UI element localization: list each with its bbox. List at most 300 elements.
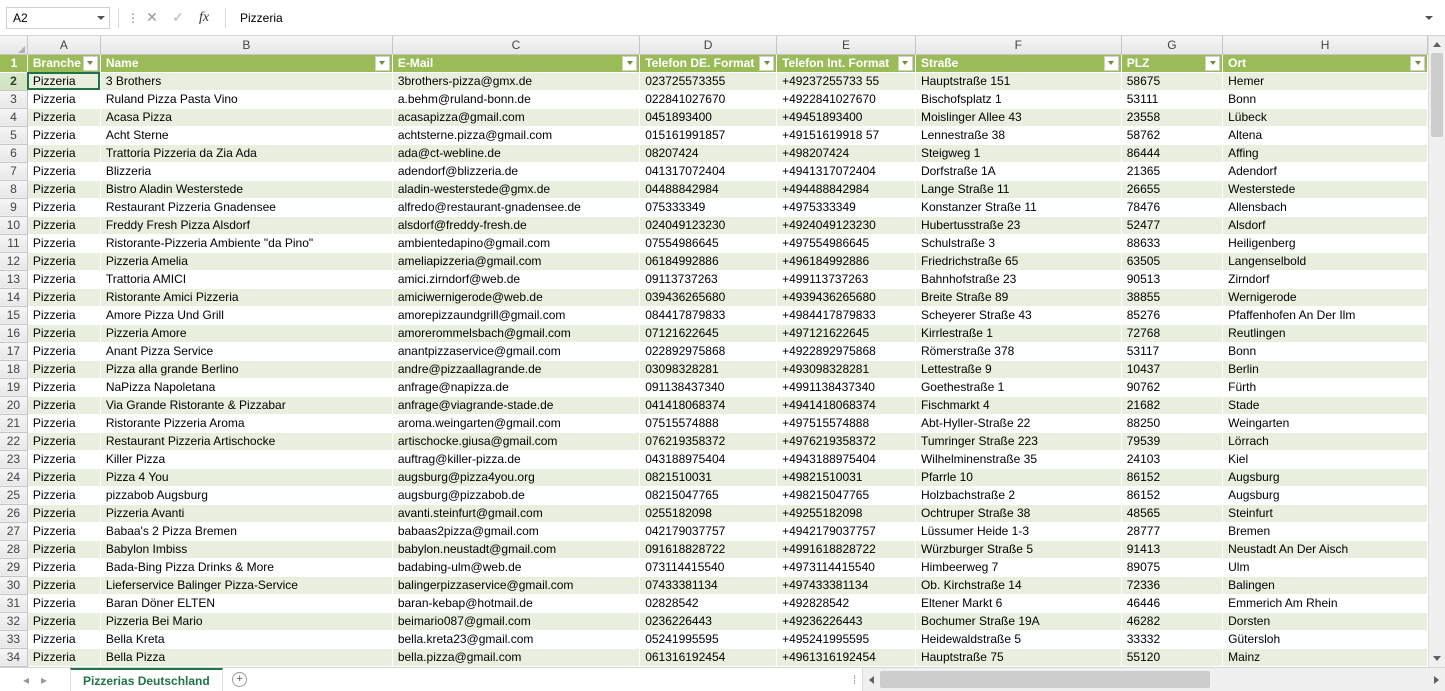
row-header-5[interactable]: 5	[0, 126, 27, 144]
cell-e7[interactable]: +4941317072404	[777, 162, 916, 180]
cell-e23[interactable]: +4943188975404	[777, 450, 916, 468]
cell-a4[interactable]: Pizzeria	[27, 108, 100, 126]
cell-c11[interactable]: ambientedapino@gmail.com	[392, 234, 639, 252]
cell-b33[interactable]: Bella Kreta	[100, 630, 392, 648]
cell-h24[interactable]: Augsburg	[1223, 468, 1428, 486]
cell-c16[interactable]: amorerommelsbach@gmail.com	[392, 324, 639, 342]
cell-d34[interactable]: 061316192454	[640, 648, 777, 666]
cell-h4[interactable]: Lübeck	[1223, 108, 1428, 126]
row-header-16[interactable]: 16	[0, 324, 27, 342]
cell-c31[interactable]: baran-kebap@hotmail.de	[392, 594, 639, 612]
filter-dropdown-icon[interactable]	[898, 56, 913, 71]
cell-c29[interactable]: badabing-ulm@web.de	[392, 558, 639, 576]
row-header-29[interactable]: 29	[0, 558, 27, 576]
cell-g20[interactable]: 21682	[1121, 396, 1222, 414]
cell-b20[interactable]: Via Grande Ristorante & Pizzabar	[100, 396, 392, 414]
cell-c26[interactable]: avanti.steinfurt@gmail.com	[392, 504, 639, 522]
cell-b27[interactable]: Babaa's 2 Pizza Bremen	[100, 522, 392, 540]
cell-c12[interactable]: ameliapizzeria@gmail.com	[392, 252, 639, 270]
cell-d28[interactable]: 091618828722	[640, 540, 777, 558]
cell-f2[interactable]: Hauptstraße 151	[915, 72, 1121, 90]
cell-g17[interactable]: 53117	[1121, 342, 1222, 360]
cell-e20[interactable]: +4941418068374	[777, 396, 916, 414]
row-header-17[interactable]: 17	[0, 342, 27, 360]
insert-function-icon[interactable]: fx	[198, 9, 210, 25]
cell-f14[interactable]: Breite Straße 89	[915, 288, 1121, 306]
horizontal-scrollbar[interactable]	[862, 668, 1445, 691]
cell-g32[interactable]: 46282	[1121, 612, 1222, 630]
row-header-31[interactable]: 31	[0, 594, 27, 612]
filter-dropdown-icon[interactable]	[1205, 56, 1220, 71]
cell-e11[interactable]: +497554986645	[777, 234, 916, 252]
cell-d25[interactable]: 08215047765	[640, 486, 777, 504]
cell-g2[interactable]: 58675	[1121, 72, 1222, 90]
row-header-27[interactable]: 27	[0, 522, 27, 540]
cancel-edit-icon[interactable]: ✕	[146, 9, 158, 25]
cell-f21[interactable]: Abt-Hyller-Straße 22	[915, 414, 1121, 432]
cell-b4[interactable]: Acasa Pizza	[100, 108, 392, 126]
filter-dropdown-icon[interactable]	[759, 56, 774, 71]
cell-f15[interactable]: Scheyerer Straße 43	[915, 306, 1121, 324]
cell-b18[interactable]: Pizza alla grande Berlino	[100, 360, 392, 378]
cell-g10[interactable]: 52477	[1121, 216, 1222, 234]
cell-f20[interactable]: Fischmarkt 4	[915, 396, 1121, 414]
cell-c7[interactable]: adendorf@blizzeria.de	[392, 162, 639, 180]
cell-e2[interactable]: +49237255733 55	[777, 72, 916, 90]
cell-h25[interactable]: Augsburg	[1223, 486, 1428, 504]
cell-d6[interactable]: 08207424	[640, 144, 777, 162]
cell-b11[interactable]: Ristorante-Pizzeria Ambiente "da Pino"	[100, 234, 392, 252]
cell-e27[interactable]: +4942179037757	[777, 522, 916, 540]
row-header-25[interactable]: 25	[0, 486, 27, 504]
cell-f19[interactable]: Goethestraße 1	[915, 378, 1121, 396]
cell-c3[interactable]: a.behm@ruland-bonn.de	[392, 90, 639, 108]
cell-e32[interactable]: +49236226443	[777, 612, 916, 630]
cell-e18[interactable]: +493098328281	[777, 360, 916, 378]
column-header-c[interactable]: C	[392, 36, 639, 54]
cell-c13[interactable]: amici.zirndorf@web.de	[392, 270, 639, 288]
cell-e6[interactable]: +498207424	[777, 144, 916, 162]
row-header-11[interactable]: 11	[0, 234, 27, 252]
cell-e30[interactable]: +497433381134	[777, 576, 916, 594]
cell-f13[interactable]: Bahnhofstraße 23	[915, 270, 1121, 288]
row-header-3[interactable]: 3	[0, 90, 27, 108]
cell-a33[interactable]: Pizzeria	[27, 630, 100, 648]
cell-h22[interactable]: Lörrach	[1223, 432, 1428, 450]
row-header-26[interactable]: 26	[0, 504, 27, 522]
cell-a28[interactable]: Pizzeria	[27, 540, 100, 558]
cell-a6[interactable]: Pizzeria	[27, 144, 100, 162]
scroll-down-button[interactable]	[1429, 650, 1445, 667]
cell-e28[interactable]: +4991618828722	[777, 540, 916, 558]
cell-c5[interactable]: achtsterne.pizza@gmail.com	[392, 126, 639, 144]
sheet-viewport[interactable]	[0, 36, 1428, 667]
cell-a5[interactable]: Pizzeria	[27, 126, 100, 144]
cell-b16[interactable]: Pizzeria Amore	[100, 324, 392, 342]
expand-formula-bar-icon[interactable]	[1419, 7, 1439, 29]
cell-g14[interactable]: 38855	[1121, 288, 1222, 306]
filter-dropdown-icon[interactable]	[83, 56, 98, 71]
cell-a16[interactable]: Pizzeria	[27, 324, 100, 342]
cell-a10[interactable]: Pizzeria	[27, 216, 100, 234]
cell-h29[interactable]: Ulm	[1223, 558, 1428, 576]
row-header-34[interactable]: 34	[0, 648, 27, 666]
cell-e15[interactable]: +4984417879833	[777, 306, 916, 324]
cell-e26[interactable]: +49255182098	[777, 504, 916, 522]
cell-b21[interactable]: Ristorante Pizzeria Aroma	[100, 414, 392, 432]
cell-b15[interactable]: Amore Pizza Und Grill	[100, 306, 392, 324]
cell-e22[interactable]: +4976219358372	[777, 432, 916, 450]
cell-d14[interactable]: 039436265680	[640, 288, 777, 306]
cell-h18[interactable]: Berlin	[1223, 360, 1428, 378]
add-sheet-button[interactable]	[223, 668, 257, 691]
cell-a30[interactable]: Pizzeria	[27, 576, 100, 594]
cell-f34[interactable]: Hauptstraße 75	[915, 648, 1121, 666]
formula-input[interactable]	[234, 7, 1419, 29]
cell-b31[interactable]: Baran Döner ELTEN	[100, 594, 392, 612]
cell-b34[interactable]: Bella Pizza	[100, 648, 392, 666]
cell-e24[interactable]: +49821510031	[777, 468, 916, 486]
cell-a17[interactable]: Pizzeria	[27, 342, 100, 360]
cell-b17[interactable]: Anant Pizza Service	[100, 342, 392, 360]
cell-h6[interactable]: Affing	[1223, 144, 1428, 162]
cell-h14[interactable]: Wernigerode	[1223, 288, 1428, 306]
cell-h9[interactable]: Allensbach	[1223, 198, 1428, 216]
cell-f27[interactable]: Lüssumer Heide 1-3	[915, 522, 1121, 540]
cell-g18[interactable]: 10437	[1121, 360, 1222, 378]
cell-a22[interactable]: Pizzeria	[27, 432, 100, 450]
cell-d8[interactable]: 04488842984	[640, 180, 777, 198]
cell-b30[interactable]: Lieferservice Balinger Pizza-Service	[100, 576, 392, 594]
confirm-edit-icon[interactable]: ✓	[172, 9, 184, 25]
cell-c6[interactable]: ada@ct-webline.de	[392, 144, 639, 162]
column-header-d[interactable]: D	[640, 36, 777, 54]
cell-a27[interactable]: Pizzeria	[27, 522, 100, 540]
cell-c10[interactable]: alsdorf@freddy-fresh.de	[392, 216, 639, 234]
row-header-18[interactable]: 18	[0, 360, 27, 378]
cell-f29[interactable]: Himbeerweg 7	[915, 558, 1121, 576]
cell-f8[interactable]: Lange Straße 11	[915, 180, 1121, 198]
cell-h34[interactable]: Mainz	[1223, 648, 1428, 666]
name-box[interactable]	[6, 7, 110, 29]
sheet-tab-navigation[interactable]	[0, 668, 70, 691]
cell-b8[interactable]: Bistro Aladin Westerstede	[100, 180, 392, 198]
cell-d3[interactable]: 022841027670	[640, 90, 777, 108]
cell-f26[interactable]: Ochtruper Straße 38	[915, 504, 1121, 522]
cell-d16[interactable]: 07121622645	[640, 324, 777, 342]
cell-h13[interactable]: Zirndorf	[1223, 270, 1428, 288]
cell-a23[interactable]: Pizzeria	[27, 450, 100, 468]
cell-f24[interactable]: Pfarrle 10	[915, 468, 1121, 486]
cell-d9[interactable]: 075333349	[640, 198, 777, 216]
row-header-8[interactable]: 8	[0, 180, 27, 198]
row-header-9[interactable]: 9	[0, 198, 27, 216]
row-header-28[interactable]: 28	[0, 540, 27, 558]
scroll-right-button[interactable]	[1428, 668, 1445, 691]
cell-f5[interactable]: Lennestraße 38	[915, 126, 1121, 144]
cell-g15[interactable]: 85276	[1121, 306, 1222, 324]
cell-g13[interactable]: 90513	[1121, 270, 1222, 288]
cell-d29[interactable]: 073114415540	[640, 558, 777, 576]
cell-e31[interactable]: +492828542	[777, 594, 916, 612]
row-header-1[interactable]: 1	[0, 54, 27, 72]
more-options-icon[interactable]: ⋮	[127, 10, 139, 25]
vertical-scroll-track[interactable]	[1429, 53, 1445, 650]
cell-h30[interactable]: Balingen	[1223, 576, 1428, 594]
cell-f6[interactable]: Steigweg 1	[915, 144, 1121, 162]
tab-split-handle[interactable]: ⁞	[852, 672, 856, 687]
cell-e21[interactable]: +497515574888	[777, 414, 916, 432]
cell-a18[interactable]: Pizzeria	[27, 360, 100, 378]
row-header-19[interactable]: 19	[0, 378, 27, 396]
cell-b7[interactable]: Blizzeria	[100, 162, 392, 180]
cell-g12[interactable]: 63505	[1121, 252, 1222, 270]
cell-d13[interactable]: 09113737263	[640, 270, 777, 288]
cell-d4[interactable]: 0451893400	[640, 108, 777, 126]
cell-b2[interactable]: 3 Brothers	[100, 72, 392, 90]
cell-f23[interactable]: Wilhelminenstraße 35	[915, 450, 1121, 468]
cell-f10[interactable]: Hubertusstraße 23	[915, 216, 1121, 234]
column-header-b[interactable]: B	[100, 36, 392, 54]
cell-h28[interactable]: Neustadt An Der Aisch	[1223, 540, 1428, 558]
scroll-up-button[interactable]	[1429, 36, 1445, 53]
column-header-a[interactable]: A	[27, 36, 100, 54]
cell-a21[interactable]: Pizzeria	[27, 414, 100, 432]
cell-c24[interactable]: augsburg@pizza4you.org	[392, 468, 639, 486]
row-header-2[interactable]: 2	[0, 72, 27, 90]
cell-c25[interactable]: augsburg@pizzabob.de	[392, 486, 639, 504]
cell-f25[interactable]: Holzbachstraße 2	[915, 486, 1121, 504]
cell-f18[interactable]: Lettestraße 9	[915, 360, 1121, 378]
cell-b26[interactable]: Pizzeria Avanti	[100, 504, 392, 522]
row-header-12[interactable]: 12	[0, 252, 27, 270]
cell-e9[interactable]: +4975333349	[777, 198, 916, 216]
cell-a32[interactable]: Pizzeria	[27, 612, 100, 630]
cell-b22[interactable]: Restaurant Pizzeria Artischocke	[100, 432, 392, 450]
cell-g8[interactable]: 26655	[1121, 180, 1222, 198]
vertical-scrollbar[interactable]	[1428, 36, 1445, 667]
cell-e4[interactable]: +49451893400	[777, 108, 916, 126]
cell-b13[interactable]: Trattoria AMICI	[100, 270, 392, 288]
cell-d32[interactable]: 0236226443	[640, 612, 777, 630]
cell-g7[interactable]: 21365	[1121, 162, 1222, 180]
cell-h5[interactable]: Altena	[1223, 126, 1428, 144]
cell-e8[interactable]: +494488842984	[777, 180, 916, 198]
cell-e34[interactable]: +4961316192454	[777, 648, 916, 666]
cell-c33[interactable]: bella.kreta23@gmail.com	[392, 630, 639, 648]
row-header-22[interactable]: 22	[0, 432, 27, 450]
cell-a8[interactable]: Pizzeria	[27, 180, 100, 198]
select-all-corner[interactable]	[0, 36, 27, 54]
cell-f11[interactable]: Schulstraße 3	[915, 234, 1121, 252]
row-header-6[interactable]: 6	[0, 144, 27, 162]
cell-g29[interactable]: 89075	[1121, 558, 1222, 576]
cell-g26[interactable]: 48565	[1121, 504, 1222, 522]
cell-g25[interactable]: 86152	[1121, 486, 1222, 504]
cell-e16[interactable]: +497121622645	[777, 324, 916, 342]
cell-c27[interactable]: babaas2pizza@gmail.com	[392, 522, 639, 540]
cell-d33[interactable]: 05241995595	[640, 630, 777, 648]
cell-f33[interactable]: Heidewaldstraße 5	[915, 630, 1121, 648]
cell-g4[interactable]: 23558	[1121, 108, 1222, 126]
cell-b14[interactable]: Ristorante Amici Pizzeria	[100, 288, 392, 306]
cell-b24[interactable]: Pizza 4 You	[100, 468, 392, 486]
cell-f7[interactable]: Dorfstraße 1A	[915, 162, 1121, 180]
cell-c2[interactable]: 3brothers-pizza@gmx.de	[392, 72, 639, 90]
cell-h2[interactable]: Hemer	[1223, 72, 1428, 90]
cell-b10[interactable]: Freddy Fresh Pizza Alsdorf	[100, 216, 392, 234]
cell-h31[interactable]: Emmerich Am Rhein	[1223, 594, 1428, 612]
row-header-7[interactable]: 7	[0, 162, 27, 180]
cell-h20[interactable]: Stade	[1223, 396, 1428, 414]
filter-dropdown-icon[interactable]	[375, 56, 390, 71]
name-box-dropdown-icon[interactable]	[93, 8, 109, 28]
cell-e25[interactable]: +498215047765	[777, 486, 916, 504]
cell-b28[interactable]: Babylon Imbiss	[100, 540, 392, 558]
cell-c17[interactable]: anantpizzaservice@gmail.com	[392, 342, 639, 360]
cell-f3[interactable]: Bischofsplatz 1	[915, 90, 1121, 108]
next-sheet-icon[interactable]: ▸	[41, 672, 48, 687]
cell-e29[interactable]: +4973114415540	[777, 558, 916, 576]
cell-g27[interactable]: 28777	[1121, 522, 1222, 540]
cell-f16[interactable]: Kirrlestraße 1	[915, 324, 1121, 342]
cell-d23[interactable]: 043188975404	[640, 450, 777, 468]
cell-b12[interactable]: Pizzeria Amelia	[100, 252, 392, 270]
cell-f22[interactable]: Tumringer Straße 223	[915, 432, 1121, 450]
horizontal-scroll-thumb[interactable]	[880, 671, 1210, 688]
sheet-tab-pizzerias-deutschland[interactable]	[70, 668, 223, 691]
cell-b32[interactable]: Pizzeria Bei Mario	[100, 612, 392, 630]
scroll-left-button[interactable]	[863, 668, 880, 691]
cell-d20[interactable]: 041418068374	[640, 396, 777, 414]
cell-c20[interactable]: anfrage@viagrande-stade.de	[392, 396, 639, 414]
row-header-14[interactable]: 14	[0, 288, 27, 306]
cell-g9[interactable]: 78476	[1121, 198, 1222, 216]
cell-b9[interactable]: Restaurant Pizzeria Gnadensee	[100, 198, 392, 216]
cell-e10[interactable]: +4924049123230	[777, 216, 916, 234]
cell-c14[interactable]: amiciwernigerode@web.de	[392, 288, 639, 306]
row-header-20[interactable]: 20	[0, 396, 27, 414]
cell-a14[interactable]: Pizzeria	[27, 288, 100, 306]
cell-a7[interactable]: Pizzeria	[27, 162, 100, 180]
cell-d22[interactable]: 076219358372	[640, 432, 777, 450]
cell-g33[interactable]: 33332	[1121, 630, 1222, 648]
cell-a2[interactable]: Pizzeria	[27, 72, 100, 90]
cell-f12[interactable]: Friedrichstraße 65	[915, 252, 1121, 270]
cell-c19[interactable]: anfrage@napizza.de	[392, 378, 639, 396]
cell-a15[interactable]: Pizzeria	[27, 306, 100, 324]
cell-b6[interactable]: Trattoria Pizzeria da Zia Ada	[100, 144, 392, 162]
cell-d7[interactable]: 041317072404	[640, 162, 777, 180]
cell-h11[interactable]: Heiligenberg	[1223, 234, 1428, 252]
cell-h26[interactable]: Steinfurt	[1223, 504, 1428, 522]
cell-a26[interactable]: Pizzeria	[27, 504, 100, 522]
row-header-15[interactable]: 15	[0, 306, 27, 324]
cell-a9[interactable]: Pizzeria	[27, 198, 100, 216]
cell-g22[interactable]: 79539	[1121, 432, 1222, 450]
cell-g24[interactable]: 86152	[1121, 468, 1222, 486]
row-header-10[interactable]: 10	[0, 216, 27, 234]
cell-g6[interactable]: 86444	[1121, 144, 1222, 162]
row-header-21[interactable]: 21	[0, 414, 27, 432]
horizontal-scroll-track[interactable]	[880, 668, 1428, 691]
cell-c32[interactable]: beimario087@gmail.com	[392, 612, 639, 630]
cell-d27[interactable]: 042179037757	[640, 522, 777, 540]
cell-e13[interactable]: +499113737263	[777, 270, 916, 288]
cell-b19[interactable]: NaPizza Napoletana	[100, 378, 392, 396]
cell-g5[interactable]: 58762	[1121, 126, 1222, 144]
cell-d15[interactable]: 084417879833	[640, 306, 777, 324]
cell-d12[interactable]: 06184992886	[640, 252, 777, 270]
cell-a12[interactable]: Pizzeria	[27, 252, 100, 270]
cell-a13[interactable]: Pizzeria	[27, 270, 100, 288]
cell-h8[interactable]: Westerstede	[1223, 180, 1428, 198]
cell-c15[interactable]: amorepizzaundgrill@gmail.com	[392, 306, 639, 324]
cell-d24[interactable]: 0821510031	[640, 468, 777, 486]
cell-d26[interactable]: 0255182098	[640, 504, 777, 522]
cell-a34[interactable]: Pizzeria	[27, 648, 100, 666]
cell-h27[interactable]: Bremen	[1223, 522, 1428, 540]
cell-a24[interactable]: Pizzeria	[27, 468, 100, 486]
cell-h12[interactable]: Langenselbold	[1223, 252, 1428, 270]
cell-h19[interactable]: Fürth	[1223, 378, 1428, 396]
cell-e19[interactable]: +4991138437340	[777, 378, 916, 396]
cell-d5[interactable]: 015161991857	[640, 126, 777, 144]
cell-f30[interactable]: Ob. Kirchstraße 14	[915, 576, 1121, 594]
row-header-24[interactable]: 24	[0, 468, 27, 486]
cell-a31[interactable]: Pizzeria	[27, 594, 100, 612]
cell-c34[interactable]: bella.pizza@gmail.com	[392, 648, 639, 666]
vertical-scroll-thumb[interactable]	[1431, 53, 1443, 137]
cell-g3[interactable]: 53111	[1121, 90, 1222, 108]
cell-g19[interactable]: 90762	[1121, 378, 1222, 396]
column-header-g[interactable]: G	[1121, 36, 1222, 54]
cell-b3[interactable]: Ruland Pizza Pasta Vino	[100, 90, 392, 108]
cell-h3[interactable]: Bonn	[1223, 90, 1428, 108]
previous-sheet-icon[interactable]: ◂	[22, 672, 29, 687]
cell-d11[interactable]: 07554986645	[640, 234, 777, 252]
cell-h33[interactable]: Gütersloh	[1223, 630, 1428, 648]
cell-c28[interactable]: babylon.neustadt@gmail.com	[392, 540, 639, 558]
cell-d30[interactable]: 07433381134	[640, 576, 777, 594]
cell-c22[interactable]: artischocke.giusa@gmail.com	[392, 432, 639, 450]
filter-dropdown-icon[interactable]	[1104, 56, 1119, 71]
cell-d10[interactable]: 024049123230	[640, 216, 777, 234]
cell-b23[interactable]: Killer Pizza	[100, 450, 392, 468]
cell-g11[interactable]: 88633	[1121, 234, 1222, 252]
cell-e5[interactable]: +49151619918 57	[777, 126, 916, 144]
cell-a19[interactable]: Pizzeria	[27, 378, 100, 396]
cell-g28[interactable]: 91413	[1121, 540, 1222, 558]
cell-a20[interactable]: Pizzeria	[27, 396, 100, 414]
cell-e17[interactable]: +4922892975868	[777, 342, 916, 360]
cell-a11[interactable]: Pizzeria	[27, 234, 100, 252]
cell-b25[interactable]: pizzabob Augsburg	[100, 486, 392, 504]
cell-d21[interactable]: 07515574888	[640, 414, 777, 432]
cell-e3[interactable]: +4922841027670	[777, 90, 916, 108]
row-header-30[interactable]: 30	[0, 576, 27, 594]
cell-h16[interactable]: Reutlingen	[1223, 324, 1428, 342]
cell-g23[interactable]: 24103	[1121, 450, 1222, 468]
cell-g31[interactable]: 46446	[1121, 594, 1222, 612]
cell-c4[interactable]: acasapizza@gmail.com	[392, 108, 639, 126]
cell-g34[interactable]: 55120	[1121, 648, 1222, 666]
cell-h32[interactable]: Dorsten	[1223, 612, 1428, 630]
row-header-32[interactable]: 32	[0, 612, 27, 630]
cell-h15[interactable]: Pfaffenhofen An Der Ilm	[1223, 306, 1428, 324]
cell-f32[interactable]: Bochumer Straße 19A	[915, 612, 1121, 630]
row-header-33[interactable]: 33	[0, 630, 27, 648]
